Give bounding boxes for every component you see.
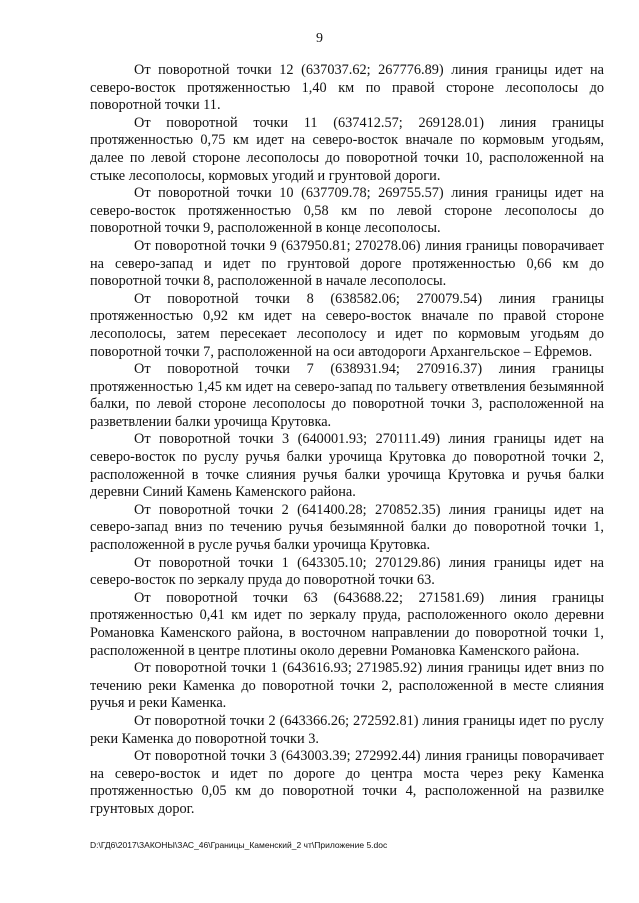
paragraph: От поворотной точки 9 (637950.81; 270278.06) линия границы поворачивает на северо-запад и идет по грунтовой дороге протяженностью 0,66 км до поворотной точки 8, расположенной в начале лесополосы. bbox=[90, 237, 604, 290]
footer-file-path: D:\ГД6\2017\ЗАКОНЫ\ЗАС_46\Границы_Каменский_2 чт\Приложение 5.doc bbox=[90, 840, 388, 850]
paragraph: От поворотной точки 10 (637709.78; 269755.57) линия границы идет на северо-восток протяженностью 0,58 км по левой стороне лесополосы до поворотной точки 9, расположенной в конце лесополосы. bbox=[90, 185, 604, 237]
paragraph: От поворотной точки 2 (643366.26; 272592.81) линия границы идет по руслу реки Каменка до поворотной точки 3. bbox=[90, 712, 604, 747]
paragraph: От поворотной точки 3 (640001.93; 270111.49) линия границы идет на северо-восток по руслу ручья балки урочища Крутовка до поворотной точки 2, расположенной в точке слияния ручья балки урочища Крутовка и ручья балки деревни Синий Камень Каменского района. bbox=[90, 431, 604, 501]
paragraph: От поворотной точки 1 (643616.93; 271985.92) линия границы идет вниз по течению реки Каменка до поворотной точки 2, расположенной в месте слияния ручья и реки Каменка. bbox=[90, 660, 604, 712]
paragraph: От поворотной точки 11 (637412.57; 269128.01) линия границы протяженностью 0,75 км идет на северо-восток вначале по кормовым угодьям, далее по левой стороне лесополосы до поворотной точки 10, расположенной на стыке лесополосы, кормовых угодий и грунтовой дороги. bbox=[90, 114, 604, 184]
page-number: 9 bbox=[316, 31, 323, 46]
paragraph: От поворотной точки 8 (638582.06; 270079.54) линия границы протяженностью 0,92 км идет на северо-восток вначале по правой стороне лесополосы, затем пересекает лесополосу и идет по кормовым угодьям до поворотной точки 7, расположенной на оси автодороги Архангельское – Ефремов. bbox=[90, 290, 604, 360]
paragraph: От поворотной точки 1 (643305.10; 270129.86) линия границы идет на северо-восток по зеркалу пруда до поворотной точки 63. bbox=[90, 554, 604, 589]
paragraph: От поворотной точки 63 (643688.22; 271581.69) линия границы протяженностью 0,41 км идет по зеркалу пруда, расположенного около деревни Романовка Каменского района, в восточном направлении до поворотной точки 1, расположенной в центре плотины около деревни Романовка Каменского района. bbox=[90, 589, 604, 659]
paragraph: От поворотной точки 7 (638931.94; 270916.37) линия границы протяженностью 1,45 км идет на северо-запад по тальвегу ответвления безымянной балки, по левой стороне лесополосы до поворотной точки 3, расположенной на разветвлении балки урочища Крутовка. bbox=[90, 361, 604, 430]
paragraph: От поворотной точки 12 (637037.62; 267776.89) линия границы идет на северо-восток протяженностью 1,40 км по правой стороне лесополосы до поворотной точки 11. bbox=[90, 62, 604, 114]
paragraph: От поворотной точки 2 (641400.28; 270852.35) линия границы идет на северо-запад вниз по течению ручья безымянной балки до поворотной точки 1, расположенной в русле ручья балки урочища Крутовка. bbox=[90, 501, 604, 554]
paragraph: От поворотной точки 3 (643003.39; 272992.44) линия границы поворачивает на северо-восток и идет по дороге до центра моста через реку Каменка протяженностью 0,05 км до поворотной точки 4, расположенной на развилке грунтовых дорог. bbox=[90, 748, 604, 817]
document-body bbox=[90, 62, 604, 819]
